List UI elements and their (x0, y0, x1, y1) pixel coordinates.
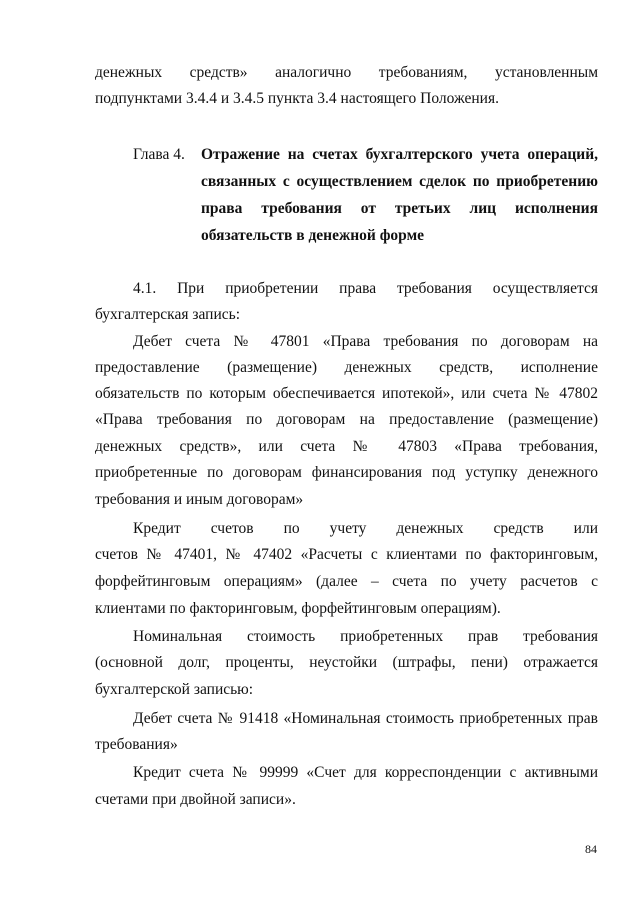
text-line: обязательств по которым обеспечивается ипотекой», или счета № 47802 (95, 385, 598, 402)
text-line: Номинальная стоимость приобретенных прав требования (133, 628, 598, 645)
text-line: денежных средств» аналогично требованиям, установленным (95, 64, 598, 81)
text-line: Дебет счета № 47801 «Права требования по договорам на (133, 333, 598, 350)
text-line: форфейтинговым операциям» (далее – счета по учету расчетов с (95, 573, 598, 590)
text-line: требования и иным договорам» (95, 491, 304, 508)
text-line: подпунктами 3.4.4 и 3.4.5 пункта 3.4 настоящего Положения. (95, 90, 499, 107)
chapter-label: Глава 4. (133, 146, 185, 163)
text-line: требования» (95, 736, 178, 753)
text-line: (основной долг, проценты, неустойки (штрафы, пени) отражается (95, 654, 598, 671)
chapter-title-line: Отражение на счетах бухгалтерского учета операций, (201, 146, 598, 163)
text-line: бухгалтерской записью: (95, 681, 254, 698)
text-line: 4.1. При приобретении права требования осуществляется (133, 280, 598, 297)
text-line: Дебет счета № 91418 «Номинальная стоимость приобретенных прав (133, 710, 598, 727)
text-line: счетами при двойной записи». (95, 791, 296, 808)
text-line: клиентами по факторинговым, форфейтинговым операциям). (95, 600, 501, 617)
text-line: счетов № 47401, № 47402 «Расчеты с клиентами по факторинговым, (95, 546, 598, 563)
chapter-title-line: права требования от третьих лиц исполнения (201, 200, 598, 217)
chapter-title-line: связанных с осуществлением сделок по приобретению (201, 173, 598, 190)
text-line: Кредит счетов по учету денежных средств или (133, 520, 598, 537)
chapter-title-line: обязательств в денежной форме (201, 227, 425, 244)
text-line: Кредит счета № 99999 «Счет для корреспонденции с активными (133, 764, 598, 781)
page-number: 84 (585, 842, 597, 856)
text-line: приобретенные по договорам финансирования под уступку денежного (95, 464, 598, 481)
text-line: бухгалтерская запись: (95, 306, 241, 323)
text-line: предоставление (размещение) денежных средств, исполнение (95, 359, 598, 376)
text-line: «Права требования по договорам на предоставление (размещение) (95, 411, 598, 428)
text-line: денежных средств», или счета № 47803 «Права требования, (95, 438, 598, 455)
